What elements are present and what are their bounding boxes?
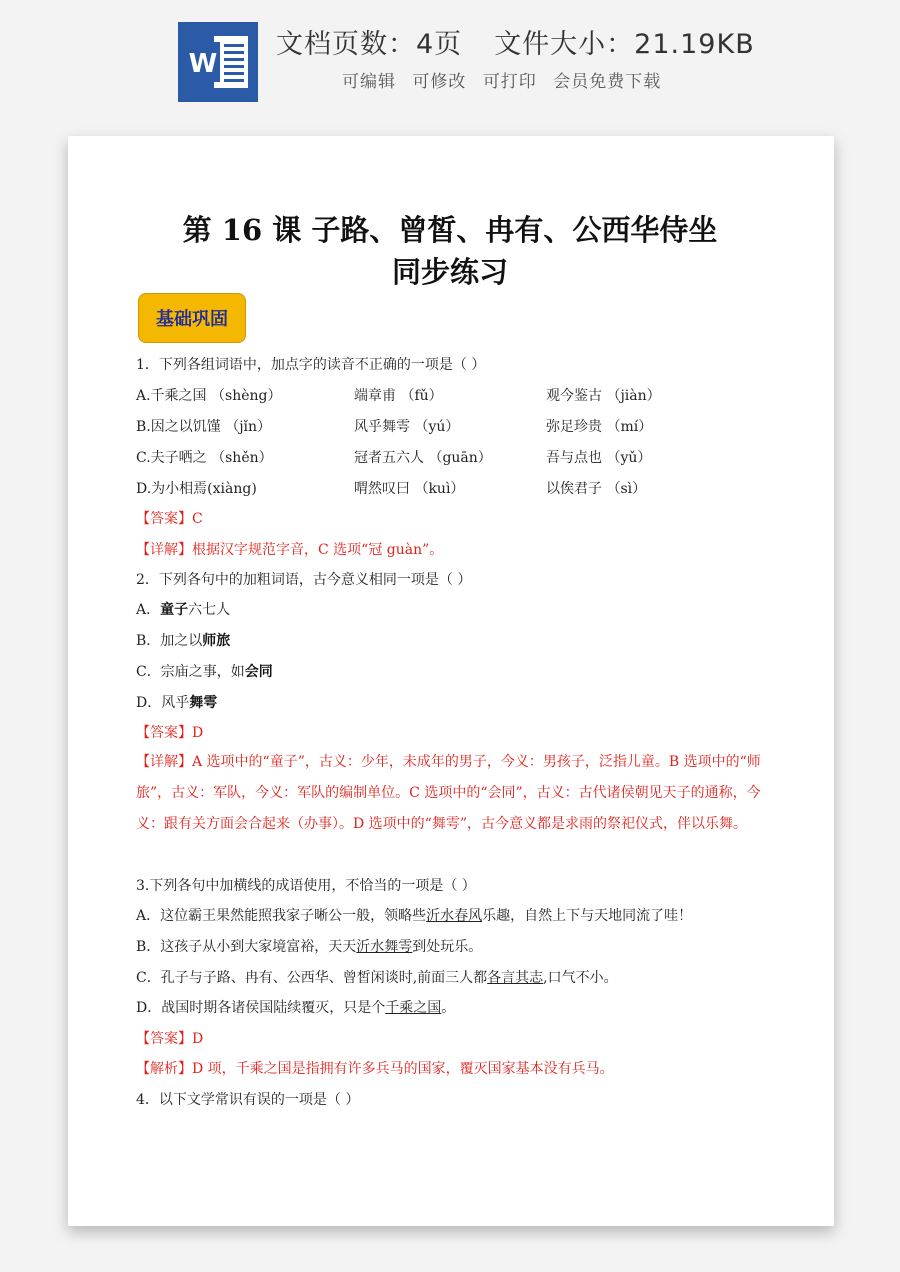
q2-stem: 2．下列各句中的加粗词语，古今意义相同一项是（ ） xyxy=(136,572,472,588)
q2-option-a-tail: 六七人 xyxy=(188,602,231,618)
q2-option-b xyxy=(136,632,230,650)
q2-option-d xyxy=(136,694,217,712)
q3-option-d-text: D．战国时期各诸侯国陆续覆灭，只是个 xyxy=(136,1000,386,1016)
q1-row-c-col3: 吾与点也 （yǔ） xyxy=(546,450,652,466)
q3-option-d-tail: 。 xyxy=(441,1000,456,1016)
q3-option-a xyxy=(136,907,692,925)
q2-option-b-text: B．加之以 xyxy=(136,633,203,649)
q1-row-b-col1: B.因之以饥馑 （jǐn） xyxy=(136,419,272,435)
q2-option-d-text: D．风乎 xyxy=(136,695,190,711)
q2-option-c xyxy=(136,663,273,681)
q1-stem: 1．下列各组词语中，加点字的读音不正确的一项是（ ） xyxy=(136,357,486,373)
q2-option-a xyxy=(136,601,230,619)
page-count-label: 文档页数：4页 xyxy=(276,29,463,60)
q2-answer: 【答案】D xyxy=(136,725,204,741)
q2-option-c-bold-term: 会同 xyxy=(244,664,273,680)
q2-explanation: 【详解】A 选项中的“童子”，古义：少年，未成年的男子，今义：男孩子，泛指儿童。B 选项中的“师旅”，古义：军队，今义：军队的编制单位。C 选项中的“会同”，古义：古代诸侯朝见天子的通称，今义：跟有关方面会合起来（办事）。D 选项中的“舞雩”，古今意义都是求雨的祭祀仪式，伴以乐舞。 xyxy=(136,754,761,832)
q3-option-a-text: A．这位霸王果然能照我家子晰公一般，领略些 xyxy=(136,908,427,924)
q1-row-b-col3: 弥足珍贵 （mí） xyxy=(546,419,653,435)
q1-row-a-col3: 观今鉴古 （jiàn） xyxy=(546,388,661,404)
q3-option-c-idiom: 各言其志 xyxy=(487,970,544,986)
q2-option-d-bold-term: 舞雩 xyxy=(189,695,218,711)
q1-row-d-col3: 以俟君子 （sì） xyxy=(546,481,647,497)
q3-answer: 【答案】D xyxy=(136,1031,204,1047)
q2-option-a-bold-term: 童子 xyxy=(160,602,189,618)
q1-row-a-col2: 端章甫 （fǔ） xyxy=(354,388,443,404)
q3-option-a-idiom: 沂水春风 xyxy=(426,908,483,924)
q1-row-c-col2: 冠者五六人 （guān） xyxy=(354,450,492,466)
doc-title: 第 16 课 子路、曾皙、冉有、公西华侍坐 xyxy=(182,213,718,247)
file-size-label: 文件大小：21.19KB xyxy=(494,29,755,60)
q1-row-d-col2: 喟然叹曰 （kuì） xyxy=(354,481,465,497)
tag-member-download: 会员免费下载 xyxy=(553,72,662,92)
doc-meta-line xyxy=(276,22,755,61)
q1-row-a-col1: A.千乘之国 （shèng） xyxy=(136,388,282,404)
q3-option-c-text: C．孔子与子路、冉有、公西华、曾皙闲谈时,前面三人都 xyxy=(136,970,488,986)
q3-option-b xyxy=(136,938,482,956)
word-document-icon xyxy=(178,22,258,102)
download-banner xyxy=(0,0,900,120)
q1-explanation: 【详解】根据汉字规范字音，C 选项“冠 guàn”。 xyxy=(136,542,444,558)
q3-option-b-text: B．这孩子从小到大家境富裕，天天 xyxy=(136,939,357,955)
q1-answer: 【答案】C xyxy=(136,511,203,527)
q2-option-a-text: A． xyxy=(136,602,161,618)
q3-option-a-tail: 乐趣，自然上下与天地同流了哇！ xyxy=(482,908,693,924)
q3-stem: 3.下列各句中加横线的成语使用，不恰当的一项是（ ） xyxy=(136,878,476,894)
q3-option-c xyxy=(136,969,618,987)
q2-option-b-bold-term: 师旅 xyxy=(202,633,231,649)
q1-row-c-col1: C.夫子哂之 （shěn） xyxy=(136,450,273,466)
q3-explanation: 【解析】D 项，千乘之国是指拥有许多兵马的国家，覆灭国家基本没有兵马。 xyxy=(136,1061,614,1077)
q2-option-c-text: C．宗庙之事，如 xyxy=(136,664,245,680)
tag-printable: 可打印 xyxy=(482,72,537,92)
q3-option-b-idiom: 沂水舞雩 xyxy=(356,939,413,955)
q3-option-d xyxy=(136,999,455,1017)
q1-row-d-col1: D.为小相焉(xiàng) xyxy=(136,481,257,497)
q4-stem: 4．以下文学常识有误的一项是（ ） xyxy=(136,1092,360,1108)
doc-subtitle: 同步练习 xyxy=(391,255,508,289)
q3-option-b-tail: 到处玩乐。 xyxy=(412,939,483,955)
q3-option-c-tail: ,口气不小。 xyxy=(543,970,618,986)
q1-row-b-col2: 风乎舞雩 （yú） xyxy=(354,419,460,435)
svg-text:W: W xyxy=(188,49,218,79)
q3-option-d-idiom: 千乘之国 xyxy=(385,1000,442,1016)
section-badge: 基础巩固 xyxy=(138,293,246,343)
tag-editable: 可编辑 xyxy=(342,72,396,92)
feature-tags xyxy=(342,67,671,92)
tag-modifiable: 可修改 xyxy=(412,72,467,92)
